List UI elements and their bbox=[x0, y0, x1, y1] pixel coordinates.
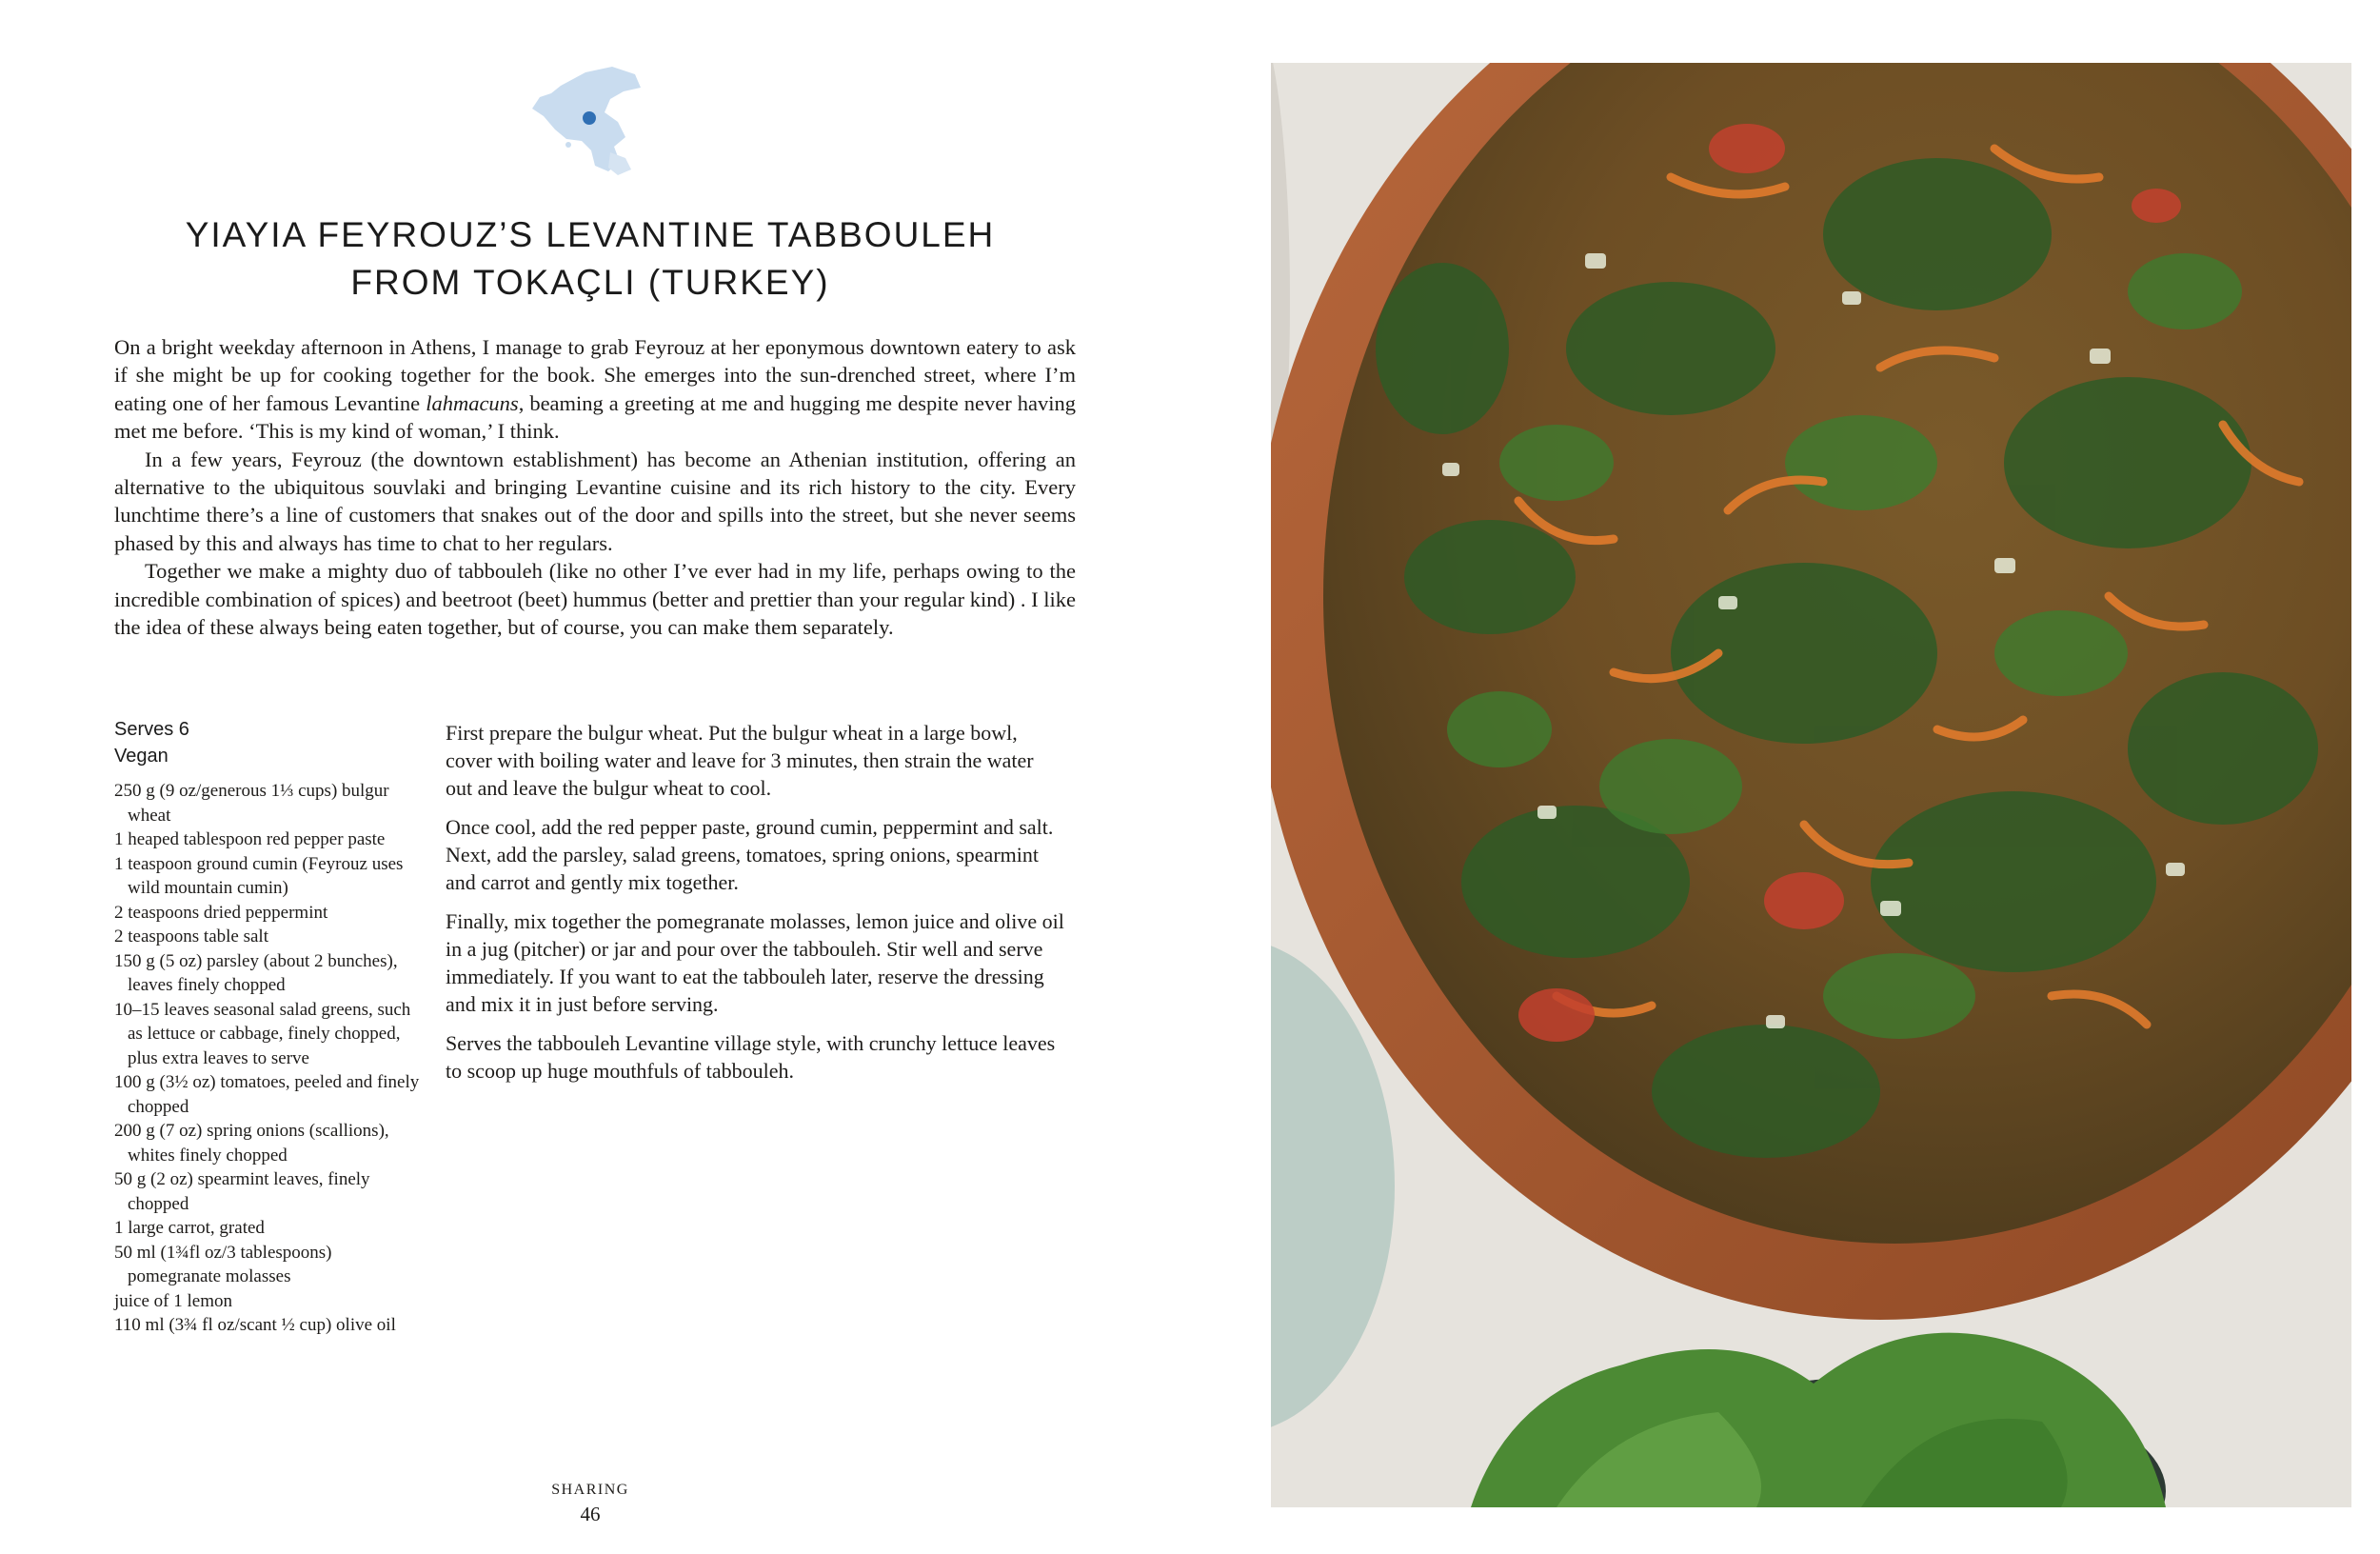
serves-label: Serves 6 bbox=[114, 719, 189, 740]
ingredient-item: juice of 1 lemon bbox=[114, 1290, 232, 1311]
intro-p1-part-b: , beaming a greeting at me and hugging me despite never having met me before. ‘This is my kind of woman,’ I think. bbox=[114, 390, 1076, 444]
tabbouleh-photo bbox=[1271, 63, 2351, 1507]
ingredient-item: 1 heaped tablespoon red pepper paste bbox=[114, 829, 386, 849]
recipe-title-line-2: FROM TOKAÇLI (TURKEY) bbox=[350, 263, 830, 302]
intro-p1-part-a: On a bright weekday afternoon in Athens, I manage to grab Feyrouz at her eponymous downtown eatery to ask if she might be up for cooking together for the book. She emerges into the sun-drenched street, where I’m eating one of her famous Levantine bbox=[114, 335, 1076, 415]
ingredient-item: 1 large carrot, grated bbox=[114, 1218, 265, 1238]
greece-map-icon bbox=[519, 59, 662, 183]
ingredient-item: 100 g (3½ oz) tomatoes, peeled and finely chopped bbox=[114, 1072, 420, 1117]
diet-label: Vegan bbox=[114, 746, 169, 767]
method-step: Serves the tabbouleh Levantine village style, with crunchy lettuce leaves to scoop up huge mouthfuls of tabbouleh. bbox=[446, 1031, 1056, 1083]
ingredient-list bbox=[114, 779, 428, 1338]
ingredients-column bbox=[114, 716, 428, 1338]
ingredient-item: 250 g (9 oz/generous 1⅓ cups) bulgur wheat bbox=[114, 781, 389, 826]
section-label: SHARING bbox=[551, 1482, 629, 1498]
ingredient-item: 1 teaspoon ground cumin (Feyrouz uses wild mountain cumin) bbox=[114, 853, 404, 898]
tabbouleh-photo-illustration bbox=[1271, 63, 2351, 1507]
ingredient-item: 110 ml (3¾ fl oz/scant ½ cup) olive oil bbox=[114, 1315, 396, 1335]
method-column bbox=[446, 719, 1064, 1096]
page-footer bbox=[495, 1481, 685, 1528]
page-number: 46 bbox=[580, 1503, 601, 1525]
ingredient-item: 10–15 leaves seasonal salad greens, such as lettuce or cabbage, finely chopped, plus extra leaves to serve bbox=[114, 999, 411, 1068]
intro-paragraph-1 bbox=[114, 333, 1076, 446]
method-step: Once cool, add the red pepper paste, ground cumin, peppermint and salt. Next, add the parsley, salad greens, tomatoes, spring onions, spearmint and carrot and gently mix together. bbox=[446, 815, 1054, 894]
intro-p1-emphasis: lahmacuns bbox=[426, 390, 519, 415]
ingredient-item: 200 g (7 oz) spring onions (scallions), whites finely chopped bbox=[114, 1121, 389, 1166]
intro-text bbox=[114, 333, 1076, 641]
method-step: Finally, mix together the pomegranate molasses, lemon juice and olive oil in a jug (pitcher) or jar and pour over the tabbouleh. Stir well and serve immediately. If you want to eat the tabbouleh later, reserve the dressing and mix it in just before serving. bbox=[446, 909, 1064, 1016]
intro-paragraph-2: In a few years, Feyrouz (the downtown establishment) has become an Athenian institution, offering an alternative to the ubiquitous souvlaki and bringing Levantine cuisine and its rich history to the city. Every lunchtime there’s a line of customers that snakes out of the door and spills into the street, but she never seems phased by this and always has time to chat to her regulars. bbox=[114, 447, 1076, 555]
ingredient-item: 50 g (2 oz) spearmint leaves, finely chopped bbox=[114, 1169, 370, 1214]
ingredient-item: 150 g (5 oz) parsley (about 2 bunches), leaves finely chopped bbox=[114, 950, 398, 995]
ingredient-item: 2 teaspoons dried peppermint bbox=[114, 902, 328, 923]
recipe-title bbox=[114, 211, 1066, 307]
method-step: First prepare the bulgur wheat. Put the bulgur wheat in a large bowl, cover with boiling water and leave for 3 minutes, then strain the water out and leave the bulgur wheat to cool. bbox=[446, 721, 1034, 800]
ingredient-item: 2 teaspoons table salt bbox=[114, 926, 268, 946]
recipe-title-line-1: YIAYIA FEYROUZ’S LEVANTINE TABBOULEH bbox=[185, 215, 996, 254]
ingredient-item: 50 ml (1¾fl oz/3 tablespoons) pomegranate molasses bbox=[114, 1242, 332, 1286]
intro-paragraph-3: Together we make a mighty duo of tabbouleh (like no other I’ve ever had in my life, perhaps owing to the incredible combination of spices) and beetroot (beet) hummus (better and prettier than your regular kind) . I like the idea of these always being eaten together, but of course, you can make them separately. bbox=[114, 559, 1076, 640]
